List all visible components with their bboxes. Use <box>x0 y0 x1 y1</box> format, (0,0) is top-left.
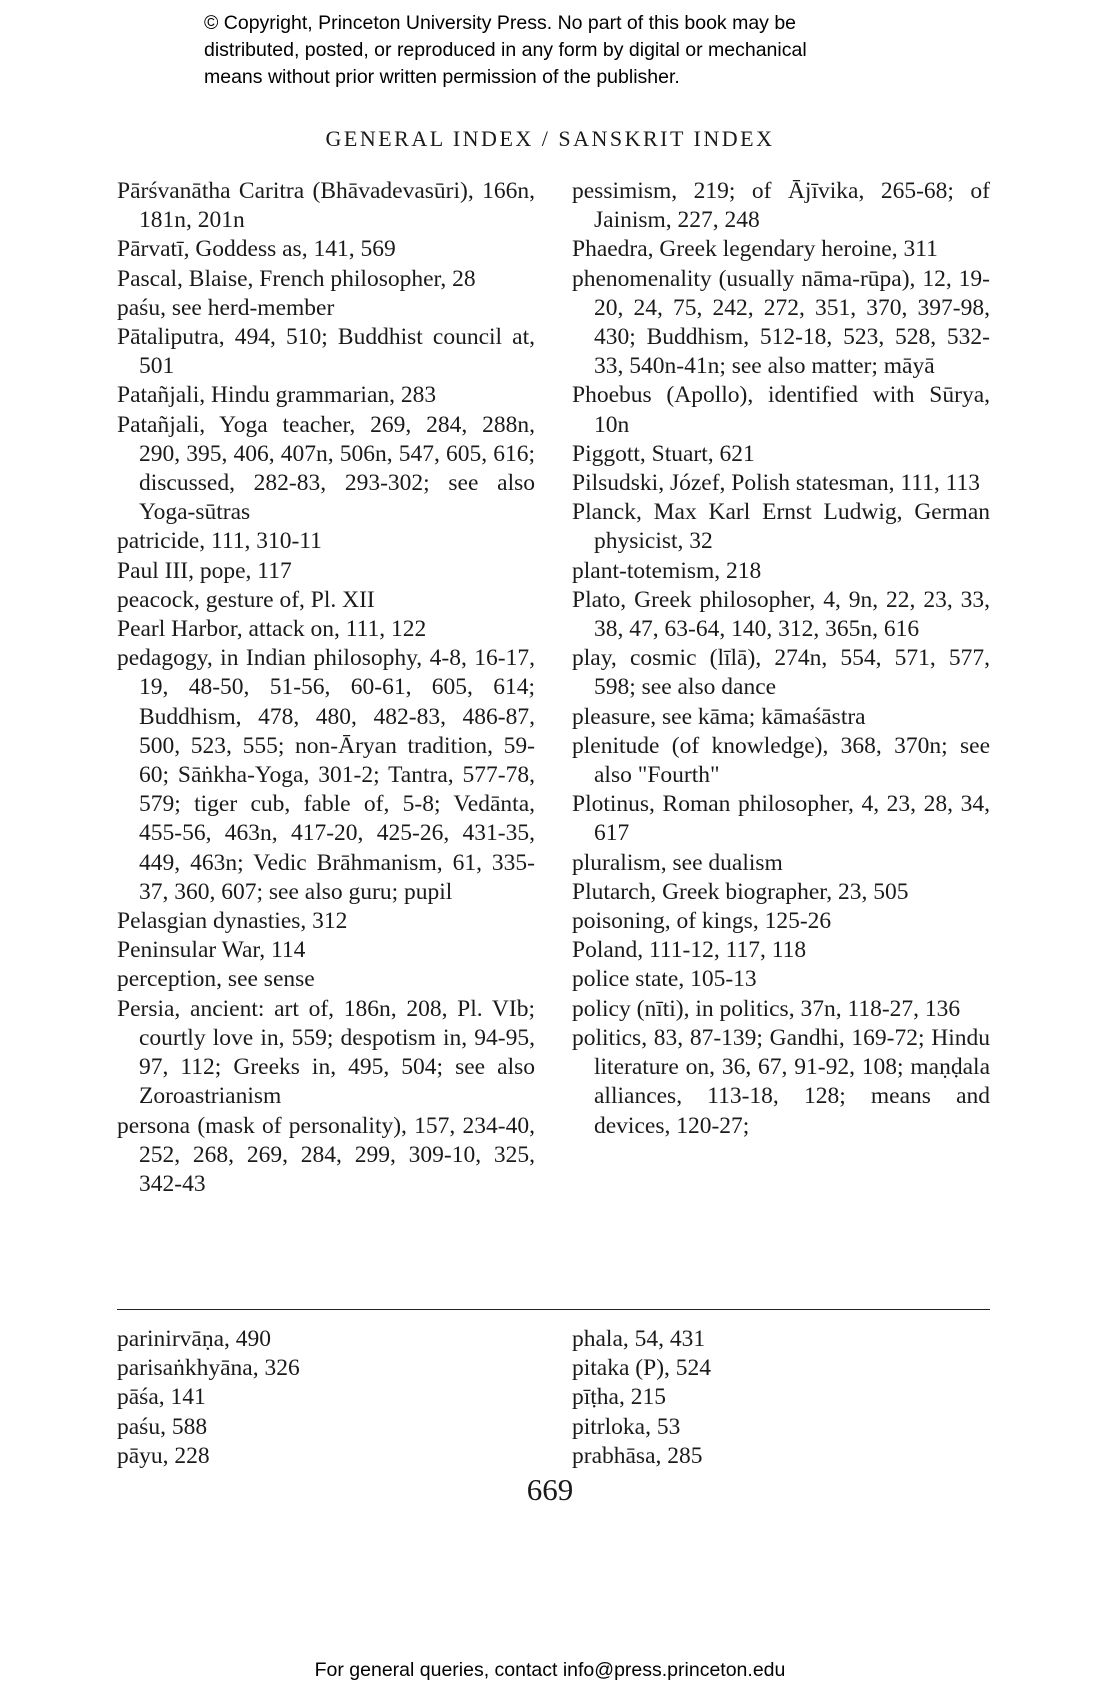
index-entry: Pātaliputra, 494, 510; Buddhist council at, 501 <box>117 324 535 380</box>
sanskrit-entry: paśu, 588 <box>117 1413 208 1440</box>
index-entry: Plato, Greek philosopher, 4, 9n, 22, 23, 33, 38, 47, 63-64, 140, 312, 365n, 616 <box>572 586 990 643</box>
copyright-line: © Copyright, Princeton University Press. No part of this book may be <box>204 12 797 34</box>
sanskrit-index-left-column <box>117 1325 535 1471</box>
sanskrit-entry: pāyu, 228 <box>117 1442 210 1469</box>
index-entry: Pascal, Blaise, French philosopher, 28 <box>117 265 476 292</box>
index-entry: Patañjali, Yoga teacher, 269, 284, 288n, 290, 395, 406, 407n, 506n, 547, 605, 616; discussed, 282-83, 293-302; see also Yoga-sūtras <box>117 411 535 526</box>
index-entry: Phoebus (Apollo), identified with Sūrya, 10n <box>572 382 990 438</box>
index-entry: plenitude (of knowledge), 368, 370n; see also "Fourth" <box>572 732 990 789</box>
index-entry: Peninsular War, 114 <box>117 937 306 964</box>
index-entry: Planck, Max Karl Ernst Ludwig, German physicist, 32 <box>572 499 990 555</box>
sanskrit-entry: phala, 54, 431 <box>572 1326 706 1352</box>
index-entry: Pilsudski, Józef, Polish statesman, 111, 113 <box>572 470 980 497</box>
index-entry: Patañjali, Hindu grammarian, 283 <box>117 382 437 409</box>
footer-contact: For general queries, contact info@press.princeton.edu <box>314 1659 786 1681</box>
index-entry: poisoning, of kings, 125-26 <box>572 908 832 935</box>
index-entry: Pārśvanātha Caritra (Bhāvadevasūri), 166n, 181n, 201n <box>117 178 535 234</box>
index-entry: Phaedra, Greek legendary heroine, 311 <box>572 236 938 263</box>
sanskrit-entry: pīṭha, 215 <box>572 1384 666 1411</box>
sanskrit-entry: pitrloka, 53 <box>572 1413 681 1440</box>
index-entry: persona (mask of personality), 157, 234-40, 252, 268, 269, 284, 299, 309-10, 325, 342-43 <box>117 1112 535 1197</box>
general-index-right-column <box>572 177 990 1141</box>
copyright-notice <box>204 10 924 91</box>
sanskrit-entry: pitaka (P), 524 <box>572 1355 712 1382</box>
index-entry: politics, 83, 87-139; Gandhi, 169-72; Hindu literature on, 36, 67, 91-92, 108; maṇḍala alliances, 113-18, 128; means and devices, 120-27; <box>572 1024 990 1139</box>
index-entry: policy (nīti), in politics, 37n, 118-27, 136 <box>572 995 961 1022</box>
index-entry: Persia, ancient: art of, 186n, 208, Pl. VIb; courtly love in, 559; despotism in, 94-95, 97, 112; Greeks in, 495, 504; see also Zoroastrianism <box>117 995 535 1110</box>
running-head: GENERAL INDEX / SANSKRIT INDEX <box>325 126 775 151</box>
section-divider <box>117 1309 990 1310</box>
index-entry: play, cosmic (līlā), 274n, 554, 571, 577, 598; see also dance <box>572 645 990 701</box>
copyright-line: distributed, posted, or reproduced in any form by digital or mechanical <box>204 39 807 61</box>
sanskrit-entry: parinirvāṇa, 490 <box>117 1326 272 1352</box>
index-entry: Pearl Harbor, attack on, 111, 122 <box>117 616 427 643</box>
index-entry: peacock, gesture of, Pl. XII <box>117 586 375 613</box>
index-entry: pessimism, 219; of Ājīvika, 265-68; of Jainism, 227, 248 <box>572 178 990 234</box>
index-entry: police state, 105-13 <box>572 966 757 993</box>
sanskrit-index-right-column <box>572 1325 990 1471</box>
sanskrit-entry: prabhāsa, 285 <box>572 1442 703 1469</box>
index-entry: pedagogy, in Indian philosophy, 4-8, 16-17, 19, 48-50, 51-56, 60-61, 605, 614; Buddhism, 478, 480, 482-83, 486-87, 500, 523, 555; non-Āryan tradition, 59-60; Sāṅkha-Yoga, 301-2; Tantra, 577-78, 579; tiger cub, fable of, 5-8; Vedānta, 455-56, 463n, 417-20, 425-26, 431-35, 449, 463n; Vedic Brāhmanism, 61, 335-37, 360, 607; see also guru; pupil <box>117 645 535 905</box>
index-entry: Pārvatī, Goddess as, 141, 569 <box>117 236 396 263</box>
index-entry: pluralism, see dualism <box>572 849 783 876</box>
index-entry: Paul III, pope, 117 <box>117 557 292 584</box>
index-entry: paśu, see herd-member <box>117 294 335 321</box>
index-entry: Plutarch, Greek biographer, 23, 505 <box>572 878 909 905</box>
sanskrit-entry: pāśa, 141 <box>117 1384 206 1411</box>
index-entry: Piggott, Stuart, 621 <box>572 440 755 467</box>
index-entry: Poland, 111-12, 117, 118 <box>572 937 807 964</box>
index-entry: phenomenality (usually nāma-rūpa), 12, 19-20, 24, 75, 242, 272, 351, 370, 397-98, 430; Buddhism, 512-18, 523, 528, 532-33, 540n-41n; see also matter; māyā <box>572 265 990 380</box>
index-entry: Plotinus, Roman philosopher, 4, 23, 28, 34, 617 <box>572 791 990 847</box>
page-number: 669 <box>526 1472 574 1507</box>
sanskrit-entry: parisaṅkhyāna, 326 <box>117 1355 300 1382</box>
index-entry: pleasure, see kāma; kāmaśāstra <box>572 703 866 730</box>
copyright-line: means without prior written permission of the publisher. <box>204 66 680 88</box>
index-entry: patricide, 111, 310-11 <box>117 528 322 555</box>
index-entry: Pelasgian dynasties, 312 <box>117 908 348 935</box>
index-entry: plant-totemism, 218 <box>572 557 762 584</box>
index-entry: perception, see sense <box>117 966 315 993</box>
general-index-left-column <box>117 177 535 1199</box>
